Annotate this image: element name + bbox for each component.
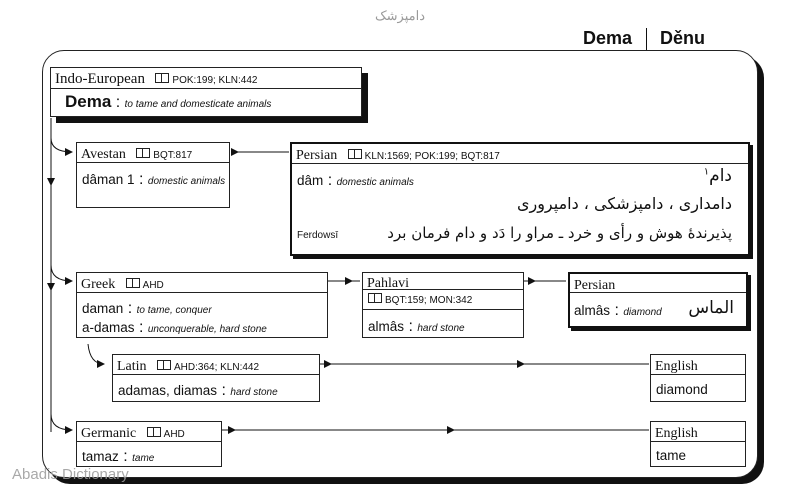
- english2-word: tame: [656, 448, 687, 463]
- persian-almas-box[interactable]: Persian almâs : diamond الماس: [568, 272, 748, 328]
- site-title: دامپزشک: [375, 8, 425, 23]
- persian1-lang: Persian: [296, 148, 338, 163]
- pahlavi-lang: Pahlavi: [367, 276, 409, 291]
- persian1-verse: پذیرندهٔ هوش و رأی و خرد ـ مراو را دَد و دام فرمان برد: [387, 224, 732, 242]
- pahlavi-word: almâs: [368, 319, 405, 334]
- branch-avestan: [51, 138, 72, 152]
- germanic-sources: AHD: [163, 429, 185, 440]
- persian1-word: dâm: [297, 173, 324, 188]
- root-word: Dema: [65, 92, 112, 111]
- english1-word: diamond: [656, 382, 708, 397]
- persian1-gloss: domestic animals: [336, 177, 414, 188]
- greek-box[interactable]: Greek AHD daman : to tame, conquer a-damas : unconquerable, hard stone: [76, 272, 328, 338]
- watermark: Abadis Dictionary: [12, 466, 129, 483]
- english2-lang: English: [655, 426, 698, 441]
- root-lang: Indo-European: [55, 71, 145, 87]
- persian1-sources: KLN:1569; POK:199; BQT:817: [364, 151, 500, 162]
- persian2-word: almâs: [574, 303, 611, 318]
- persian-dam-box[interactable]: Persian KLN:1569; POK:199; BQT:817 dâm : domestic animals دام$^١$ دامداری ، دامپزشکی ، دامپروری Ferdowsī پذیرندهٔ هوش و رأی و خرد ـ مراو را دَد و دام فرمان برد: [290, 142, 750, 256]
- persian1-derived: دامداری ، دامپزشکی ، دامپروری: [516, 194, 732, 213]
- germanic-gloss: tame: [132, 453, 155, 464]
- greek-gloss2: unconquerable, hard stone: [147, 324, 267, 335]
- branch-greek: [51, 265, 72, 281]
- english1-lang: English: [655, 359, 698, 374]
- book-icon: [155, 73, 169, 83]
- book-icon: [126, 278, 140, 288]
- greek-gloss1: to tame, conquer: [136, 305, 212, 316]
- english-diamond-box[interactable]: [650, 354, 746, 402]
- trunk-arrow: [47, 178, 55, 186]
- book-icon: [136, 148, 150, 158]
- avestan-gloss: domestic animals: [147, 176, 226, 187]
- branch-germanic: [51, 414, 72, 430]
- avestan-word: dâman 1: [82, 172, 135, 187]
- root-box[interactable]: Indo-European POK:199; KLN:442 Dema : to tame and domesticate animals: [50, 67, 362, 117]
- book-icon: [157, 360, 171, 370]
- germanic-lang: Germanic: [81, 426, 137, 441]
- branch-latin: [88, 344, 104, 364]
- english-tame-box[interactable]: [650, 421, 746, 467]
- latin-box[interactable]: Latin AHD:364; KLN:442 adamas, diamas : hard stone: [112, 354, 320, 402]
- greek-word1: daman: [82, 301, 124, 316]
- greek-sources: AHD: [142, 280, 164, 291]
- avestan-box[interactable]: Avestan BQT:817 dâman 1 : domestic animals: [76, 142, 230, 208]
- avestan-lang: Avestan: [81, 147, 126, 162]
- root-gloss: to tame and domesticate animals: [124, 99, 272, 110]
- latin-gloss: hard stone: [230, 387, 278, 398]
- header-left-word[interactable]: Dema: [583, 28, 633, 48]
- germanic-word: tamaz: [82, 449, 119, 464]
- avestan-sources: BQT:817: [153, 150, 193, 161]
- latin-word: adamas, diamas: [118, 383, 218, 398]
- persian2-fa-word: الماس: [688, 298, 734, 318]
- pahlavi-sources: BQT:159; MON:342: [385, 295, 473, 306]
- greek-lang: Greek: [81, 277, 116, 292]
- persian1-poet: Ferdowsī: [297, 230, 339, 241]
- persian2-lang: Persian: [574, 278, 616, 293]
- header-right-word[interactable]: Děnu: [660, 28, 705, 48]
- latin-sources: AHD:364; KLN:442: [174, 362, 260, 373]
- trunk-arrow: [47, 283, 55, 291]
- root-sources: POK:199; KLN:442: [172, 75, 258, 86]
- pahlavi-gloss: hard stone: [417, 323, 465, 334]
- greek-word2: a-damas: [82, 320, 135, 335]
- persian1-fa-sup: ١: [703, 166, 710, 178]
- book-icon: [147, 427, 161, 437]
- book-icon: [348, 149, 362, 159]
- latin-lang: Latin: [117, 359, 147, 374]
- persian2-gloss: diamond: [623, 307, 662, 318]
- germanic-box[interactable]: Germanic AHD tamaz : tame: [76, 421, 222, 467]
- book-icon: [368, 293, 382, 303]
- persian1-fa-word: دام: [709, 166, 732, 186]
- pahlavi-box[interactable]: Pahlavi BQT:159; MON:342 almâs : hard stone: [362, 272, 524, 338]
